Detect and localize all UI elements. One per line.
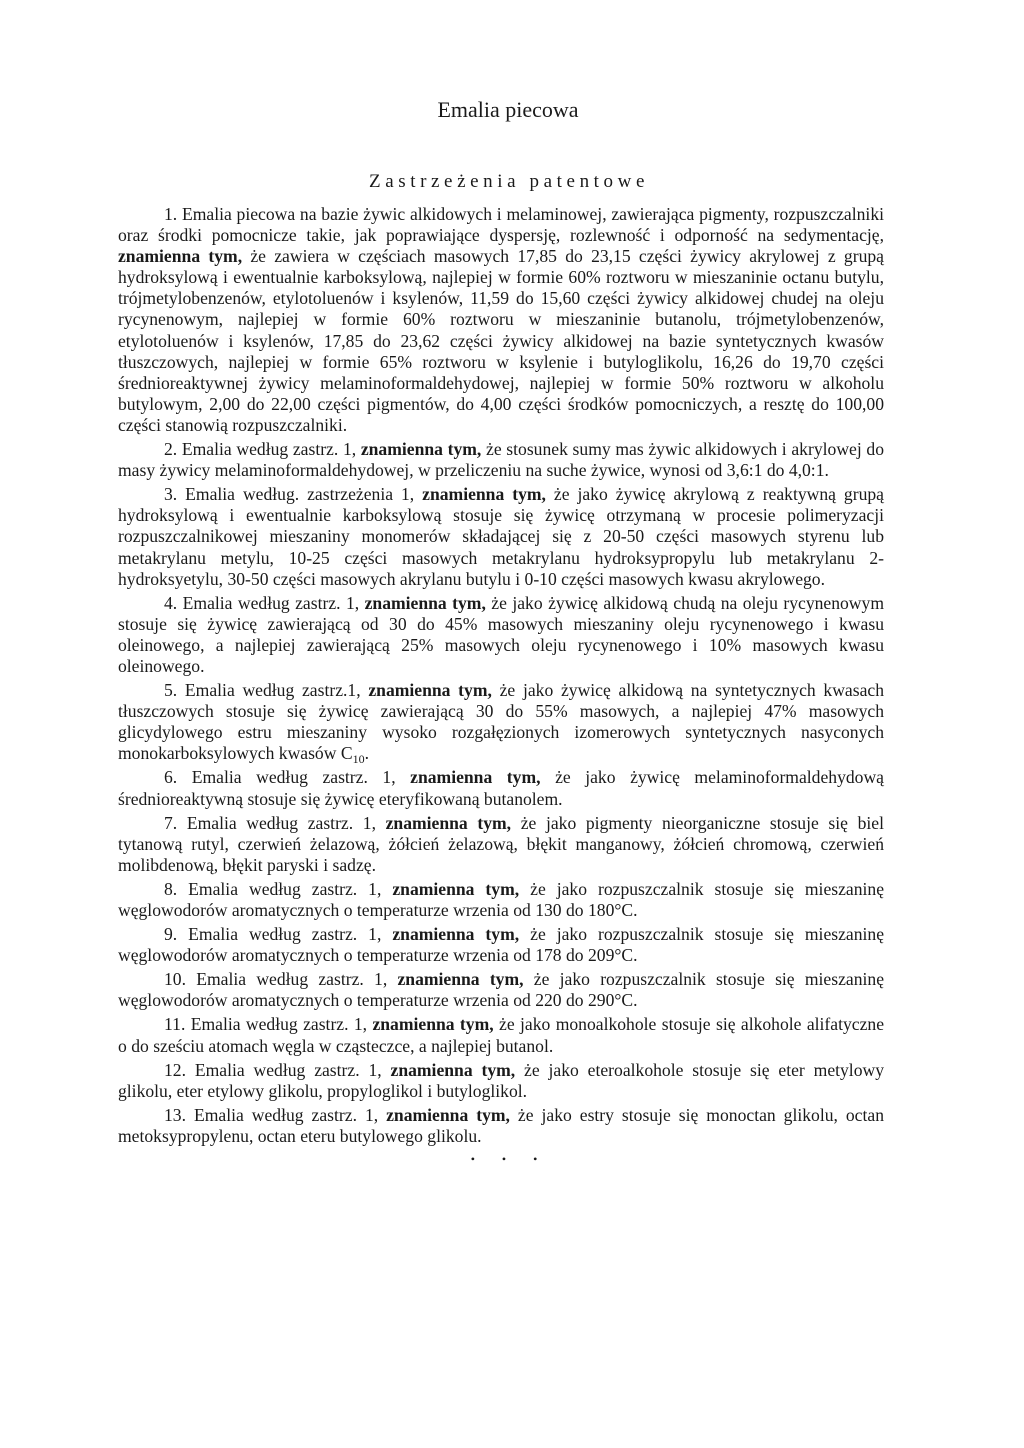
claim-number: 6. — [164, 767, 178, 788]
claim-keyword: znamienna tym, — [392, 878, 520, 899]
claim-number: 2. — [164, 439, 178, 460]
claim-keyword: znamienna tym, — [397, 969, 524, 990]
claim-text-post: że jako rozpuszczalnik stosuje się mieszaninę węglowodorów aromatycznych o temperaturze wrzenia od 178 do 209°C. — [118, 924, 885, 966]
claim-4 — [118, 593, 884, 677]
section-heading: Zastrzeżenia patentowe — [368, 171, 649, 192]
claim-number: 7. — [164, 812, 178, 833]
claim-number: 9. — [164, 924, 178, 945]
claim-9 — [118, 924, 884, 966]
claim-keyword: znamienna tym, — [372, 1014, 494, 1035]
claim-keyword: znamienna tym, — [390, 1059, 516, 1080]
claim-text-pre: Emalia według. zastrzeżenia 1, — [177, 484, 423, 505]
claim-5 — [118, 680, 885, 767]
claim-number: 11. — [164, 1014, 186, 1035]
claim-text-post: że jako żywicę alkidową na syntetycznych kwasach tłuszczowych stosuje się żywicę zawierającą 30 do 55% masowych, a najlepiej 47% masowych glicydylowego estru mieszaniny wysoko rozgałęzionych izomerowych syntetycznych nasyconych monokarboksylowych kwasów C — [118, 680, 885, 764]
claim-keyword: znamienna tym, — [392, 924, 520, 945]
claim-text-pre: Emalia według zastrz. 1, — [177, 878, 393, 899]
claim-2 — [118, 439, 884, 481]
claim-keyword: znamienna tym, — [118, 246, 243, 267]
claim-text-pre: Emalia według zastrz. 1, — [185, 1014, 373, 1035]
claim-keyword: znamienna tym, — [385, 812, 512, 833]
claim-7 — [118, 813, 884, 876]
claim-text-pre: Emalia według zastrz. 1, — [177, 924, 393, 945]
end-of-claims-mark: • • • — [470, 1152, 550, 1167]
claim-text-pre: Emalia według zastrz. 1, — [177, 592, 365, 613]
claim-text-post: że jako żywicę melaminoformaldehydową średnioreaktywną stosuje się żywicę eteryfikowaną butanolem. — [118, 767, 884, 809]
claims-list — [118, 204, 884, 1147]
claim-number: 10. — [164, 969, 186, 990]
claim-8 — [118, 879, 884, 921]
claim-text-post: że stosunek sumy mas żywic alkidowych i akrylowej do masy żywicy melaminoformaldehydowej, w przeliczeniu na suche żywice, wynosi od 3,6:1 do 4,0:1. — [118, 439, 884, 481]
claim-1 — [118, 204, 884, 436]
claim-13 — [118, 1105, 884, 1147]
claim-text-post: że jako pigmenty nieorganiczne stosuje się biel tytanową rutyl, czerwień żelazową, żółcień żelazową, błękit manganowy, żółcień chromową, czerwień molibdenową, błękit paryski i sadzę. — [118, 812, 884, 875]
claim-keyword: znamienna tym, — [422, 484, 546, 505]
claim-text-pre: Emalia piecowa na bazie żywic alkidowych i melaminowej, zawierająca pigmenty, rozpuszczalniki oraz środki pomocnicze takie, jak poprawiające dyspersję, rozlewność i odporność na sedymentację, — [118, 204, 884, 246]
claim-text-post: że jako żywicę akrylową z reaktywną grupą hydroksylową i ewentualnie karboksylową stosuje się żywicę otrzymaną w procesie polimeryzacji rozpuszczalnikowej mieszaniny monomerów składającej się z 20-50 części masowych styrenu lub metakrylanu metylu, 10-25 części masowych metakrylanu hydroksypropylu lub metakrylanu 2-hydroksyetylu, 30-50 części masowych akrylanu butylu i 0-10 części masowych kwasu akrylowego. — [118, 484, 884, 589]
claim-number: 8. — [164, 878, 178, 899]
claim-text-pre: Emalia według zastrz.1, — [177, 680, 369, 701]
claim-text-post: że jako eteroalkohole stosuje się eter metylowy glikolu, eter etylowy glikolu, propyloglikol i butyloglikol. — [118, 1059, 884, 1101]
document-title: Emalia piecowa — [437, 97, 579, 122]
claim-text-post: że jako żywicę alkidową chudą na oleju rycynenowym stosuje się żywicę zawierającą od 30 do 45% masowych mieszaniny oleju rycynenowego i kwasu oleinowego, a najlepiej zawierającą 25% masowych oleju rycynenowego i 10% masowych kwasu oleinowego. — [118, 592, 884, 676]
claim-number: 13. — [164, 1104, 186, 1125]
claim-text-tail: . — [364, 743, 369, 764]
claim-text-pre: Emalia według zastrz. 1, — [177, 439, 361, 460]
claim-number: 3. — [164, 484, 178, 505]
claim-3 — [118, 484, 884, 589]
claim-12 — [118, 1060, 884, 1102]
claim-text-post: że jako rozpuszczalnik stosuje się mieszaninę węglowodorów aromatycznych o temperaturze wrzenia od 220 do 290°C. — [118, 969, 884, 1011]
claim-keyword: znamienna tym, — [368, 680, 492, 701]
claim-text-pre: Emalia według zastrz. 1, — [177, 767, 411, 788]
claim-number: 4. — [164, 592, 178, 613]
claim-keyword: znamienna tym, — [386, 1104, 510, 1125]
claim-text-pre: Emalia według zastrz. 1, — [186, 1059, 391, 1080]
claim-6 — [118, 767, 884, 809]
claim-text-pre: Emalia według zastrz. 1, — [186, 969, 398, 990]
claim-number: 5. — [164, 680, 178, 701]
document-page — [118, 96, 884, 1168]
claim-10 — [118, 969, 884, 1011]
claim-text-pre: Emalia według zastrz. 1, — [177, 812, 386, 833]
claim-number: 12. — [164, 1059, 186, 1080]
claim-text-post: że jako monoalkohole stosuje się alkohole alifatyczne o do sześciu atomach węgla w cząsteczce, a najlepiej butanol. — [118, 1014, 885, 1056]
claim-keyword: znamienna tym, — [364, 592, 486, 613]
claim-text-post: że jako estry stosuje się monoctan glikolu, octan metoksypropylenu, octan eteru butylowego glikolu. — [118, 1104, 884, 1146]
claim-text-pre: Emalia według zastrz. 1, — [186, 1104, 387, 1125]
claim-11 — [118, 1014, 884, 1056]
claim-number: 1. — [164, 204, 178, 224]
claim-text-post: że jako rozpuszczalnik stosuje się mieszaninę węglowodorów aromatycznych o temperaturze wrzenia od 130 do 180°C. — [118, 878, 885, 920]
claim-keyword: znamienna tym, — [360, 439, 482, 460]
claim-keyword: znamienna tym, — [410, 767, 541, 788]
subscript: 10 — [352, 752, 365, 767]
claim-text-post: że zawiera w częściach masowych 17,85 do 23,15 części żywicy akrylowej z grupą hydroksylową i ewentualnie karboksylową, najlepiej w formie 60% roztworu w mieszaninie octanu butylu, trójmetylobenzenów, etylotoluenów i ksylenów, 11,59 do 15,60 części żywicy alkidowej chudej na oleju rycynenowym, najlepiej w formie 60% roztworu w mieszaninie butanolu, trójmetylobenzenów, etylotoluenów i ksylenów, 17,85 do 23,62 części żywicy alkidowej na bazie syntetycznych kwasów tłuszczowych, najlepiej w formie 65% roztworu w ksylenie i butyloglikolu, 16,26 do 19,70 części średnioreaktywnej żywicy melaminoformaldehydowej, najlepiej w formie 50% roztworu w alkoholu butylowym, 2,00 do 22,00 części pigmentów, do 4,00 części środków pomocniczych, a resztę do 100,00 części stanowią rozpuszczalniki. — [118, 246, 884, 435]
